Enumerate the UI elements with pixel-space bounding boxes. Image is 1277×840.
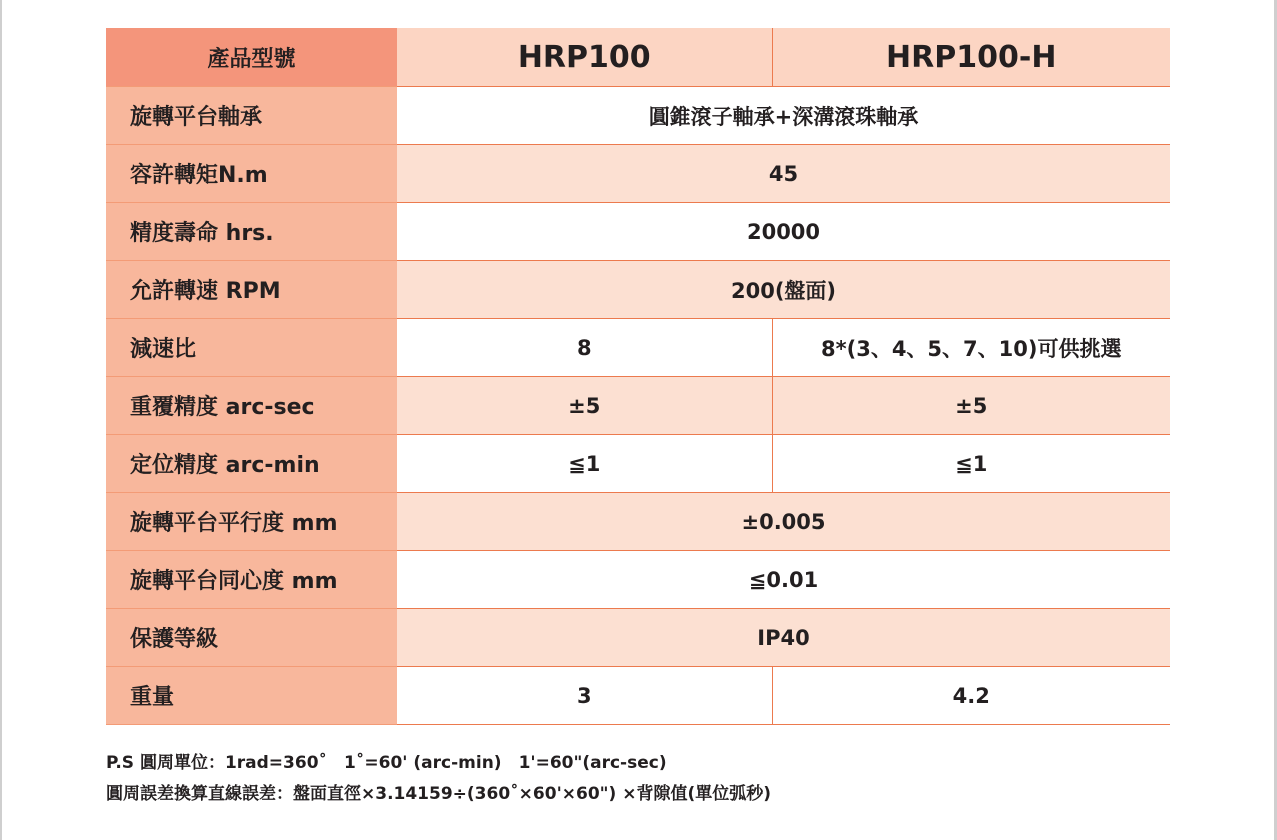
row-value-hrp100: 8 (397, 319, 772, 377)
footnotes (106, 748, 771, 810)
row-value: ±0.005 (397, 493, 1170, 551)
row-value: 200(盤面) (397, 261, 1170, 319)
row-label: 旋轉平台軸承 (106, 87, 397, 145)
row-value: ≦0.01 (397, 551, 1170, 609)
table-row (106, 261, 1170, 319)
header-label: 產品型號 (106, 28, 397, 87)
model-hrp100-h: HRP100-H (772, 28, 1170, 87)
table-row (106, 203, 1170, 261)
row-label: 減速比 (106, 319, 397, 377)
footnote-conversion: 圓周誤差換算直線誤差：盤面直徑×3.14159÷(360˚×60'×60") ×背隙值(單位弧秒) (106, 784, 772, 804)
table-row (106, 435, 1170, 493)
row-label: 容許轉矩N.m (106, 145, 397, 203)
spec-table (106, 28, 1170, 725)
table-row (106, 87, 1170, 145)
table-row (106, 667, 1170, 725)
page-edge-left (0, 0, 2, 840)
row-value: 45 (397, 145, 1170, 203)
row-label: 保護等級 (106, 609, 397, 667)
row-label: 重覆精度 arc-sec (106, 377, 397, 435)
header-row (106, 28, 1170, 87)
row-value: IP40 (397, 609, 1170, 667)
row-label: 精度壽命 hrs. (106, 203, 397, 261)
row-value-hrp100-h: ≦1 (772, 435, 1170, 493)
row-value-hrp100-h: ±5 (772, 377, 1170, 435)
model-hrp100: HRP100 (397, 28, 772, 87)
row-value-hrp100-h: 8*(3、4、5、7、10)可供挑選 (772, 319, 1170, 377)
table-row (106, 319, 1170, 377)
table-row (106, 145, 1170, 203)
table-row (106, 377, 1170, 435)
row-value-hrp100: ≦1 (397, 435, 772, 493)
row-value: 圓錐滾子軸承+深溝滾珠軸承 (397, 87, 1170, 145)
row-label: 允許轉速 RPM (106, 261, 397, 319)
row-label: 定位精度 arc-min (106, 435, 397, 493)
row-label: 旋轉平台平行度 mm (106, 493, 397, 551)
row-value-hrp100: ±5 (397, 377, 772, 435)
table-row (106, 551, 1170, 609)
row-value-hrp100-h: 4.2 (772, 667, 1170, 725)
row-label: 重量 (106, 667, 397, 725)
table-row (106, 493, 1170, 551)
row-label: 旋轉平台同心度 mm (106, 551, 397, 609)
table-row (106, 609, 1170, 667)
row-value: 20000 (397, 203, 1170, 261)
footnote-units: P.S 圓周單位：1rad=360˚ 1˚=60' (arc-min) 1'=60"(arc-sec) (106, 753, 667, 773)
row-value-hrp100: 3 (397, 667, 772, 725)
